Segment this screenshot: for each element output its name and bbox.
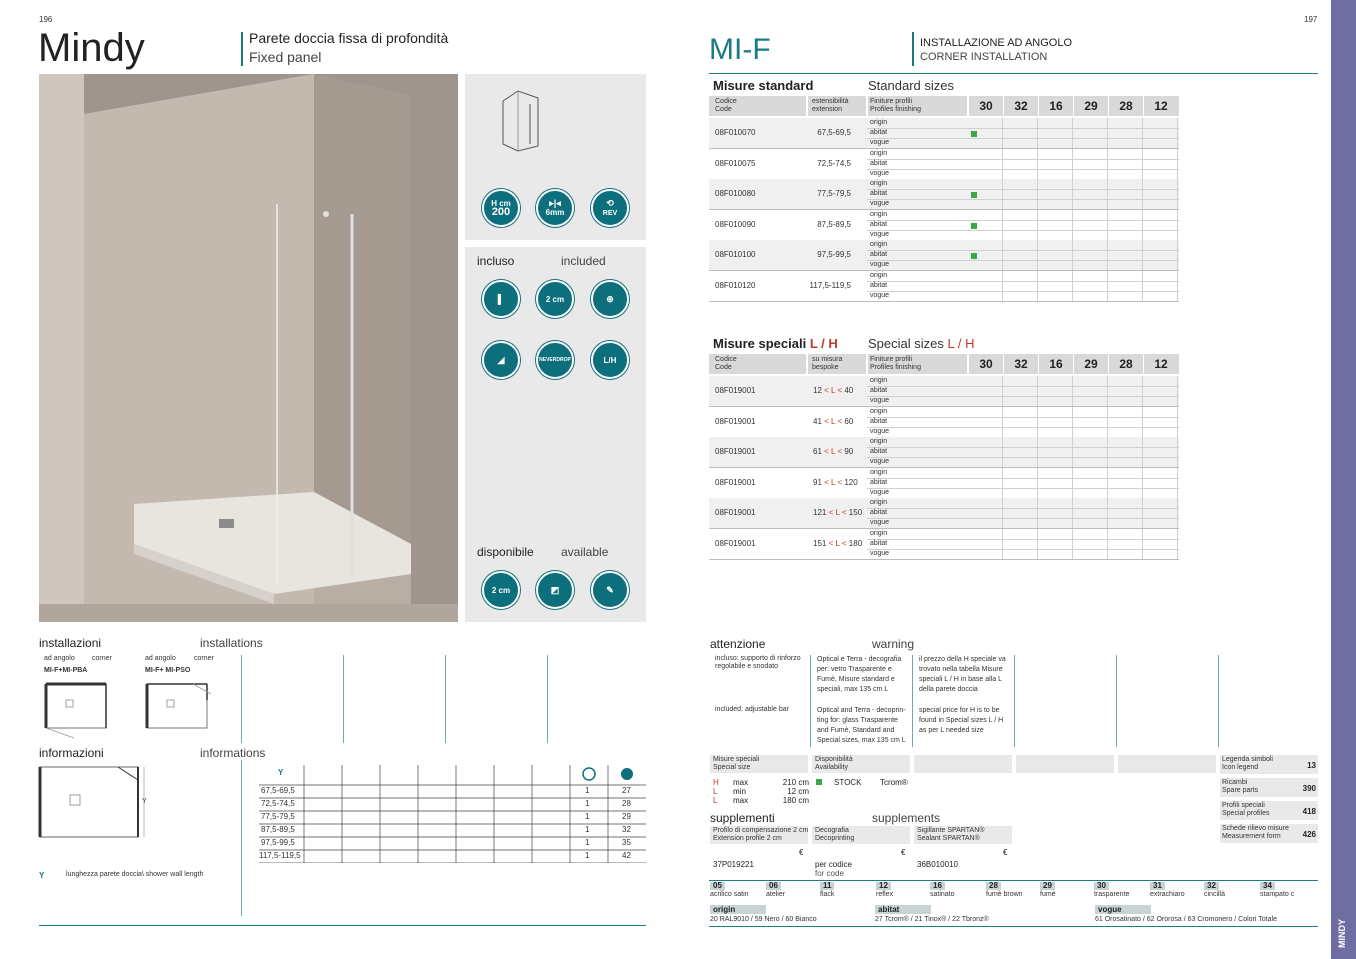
right-page-number: 197: [1304, 15, 1318, 24]
supplement-3-code: 36B010010: [917, 860, 958, 869]
row-finish-label: abitat: [870, 387, 888, 394]
supplements-label-it: supplementi: [710, 811, 775, 825]
glass-type-number: 34: [1260, 882, 1275, 890]
legend-item-en: Special profiles: [1222, 810, 1270, 817]
row-finish-label: abitat: [870, 282, 888, 289]
info-row-a: 1: [585, 812, 590, 821]
legend-item-page: 13: [1307, 761, 1316, 770]
attention-c1-it: incluso: supporto di rinforzo regolabile e snodato: [715, 655, 801, 670]
legend-item-en: Spare parts: [1222, 787, 1259, 794]
glass-type-number: 29: [1040, 882, 1055, 890]
seal-icon: ◢: [482, 341, 520, 379]
subtitle-it: Parete doccia fissa di profondità: [249, 30, 449, 46]
included-label-en: included: [561, 254, 606, 268]
install-2-drawing-icon: [145, 680, 215, 740]
finish-col-header: 28: [1119, 99, 1133, 113]
glass-type-name: reflex: [876, 891, 894, 898]
glass-type-name: flack: [820, 891, 835, 898]
row-finish-label: abitat: [870, 509, 888, 517]
supplement-3-euro: €: [1003, 848, 1008, 857]
info-row-y: 77,5-79,5: [261, 812, 295, 821]
legend-item-it: Ricambi: [1222, 779, 1248, 786]
finish-col-header: 28: [1119, 357, 1133, 371]
glass-type-number: 28: [986, 882, 1001, 890]
glass-type-name: stampato c: [1260, 891, 1295, 898]
row-finish-label: vogue: [870, 169, 890, 177]
page-title: Mindy: [38, 26, 145, 70]
finish-col-header: 30: [979, 99, 993, 113]
finish-col-header: 16: [1049, 99, 1063, 113]
availability-marker: [971, 131, 977, 137]
row-code: 08F010100: [715, 250, 756, 260]
install-1-drawing-icon: [44, 680, 114, 740]
special-title-it: Misure speciali L / H: [713, 336, 838, 351]
glass-type-name: extrachiaro: [1150, 891, 1185, 898]
legend-text: lunghezza parete doccia\ shower wall length: [66, 871, 204, 878]
info-row-a: 1: [585, 851, 590, 860]
extension-profile-available-icon: 2 cm: [482, 571, 520, 609]
row-finish-label: abitat: [870, 478, 888, 486]
row-range: 12 < L < 40: [813, 386, 854, 395]
row-code: 08F019001: [715, 508, 756, 518]
finish-col-header: 30: [979, 357, 993, 371]
finish-group-desc: 61 Orosatinato / 62 Ororosa / 63 Cromonero / Colori Totale: [1095, 916, 1277, 923]
table-row: [709, 529, 1179, 559]
legend-item-page: 418: [1302, 807, 1316, 816]
row-extension: 97,5-99,5: [817, 250, 851, 260]
glass-types-row: [709, 882, 1318, 902]
legend-item[interactable]: [1220, 824, 1318, 843]
spec-rows: H max 210 cm L min 12 cm L max 180 cm: [713, 778, 809, 805]
table-row: [709, 376, 1179, 406]
supplement-1-en: Extension profile 2 cm: [713, 835, 782, 842]
standard-title-it: Misure standard: [713, 78, 814, 93]
finish-group-desc: 20 RAL9010 / 59 Nero / 60 Bianco: [710, 916, 817, 923]
informations-label-it: informazioni: [39, 746, 104, 760]
supplement-2-it: Decografia: [815, 827, 849, 834]
attention-c3-it: il prezzo della H speciale va trovato nella tabella Misure speciali L / H in base alla L della parete doccia: [919, 656, 1006, 693]
glass-type-name: fumè: [1040, 891, 1056, 898]
legend-item[interactable]: [1220, 778, 1318, 797]
finish-col-header: 32: [1014, 99, 1028, 113]
row-finish-label: abitat: [870, 220, 888, 228]
install-1-type-en: corner: [92, 655, 112, 662]
legend-item-en: Measurement form: [1222, 833, 1281, 840]
col-code-it: Codice: [715, 98, 737, 105]
row-finish-label: abitat: [870, 159, 888, 167]
supplement-3-it: Sigillante SPARTAN®: [917, 827, 985, 834]
row-finish-label: vogue: [870, 550, 890, 557]
row-range: 41 < L < 60: [813, 416, 854, 426]
table-row: [709, 468, 1179, 498]
glass-type: [1150, 882, 1204, 900]
supplement-1-it: Profilo di compensazione 2 cm: [713, 827, 809, 834]
row-extension: 77,5-79,5: [817, 189, 851, 199]
col-code-it: Codice: [715, 356, 737, 363]
glass-type: [710, 882, 764, 900]
info-row-a: 1: [585, 838, 590, 847]
finish-groups-row: [709, 905, 1318, 927]
reversible-icon: ⟲ REV: [591, 189, 629, 227]
col-finish-it: Finiture profili: [870, 356, 913, 363]
row-finish-label: origin: [870, 438, 888, 446]
dimension-drawing-icon: [38, 765, 158, 840]
row-finish-label: origin: [870, 499, 888, 507]
row-range: 151 < L < 180: [813, 539, 863, 548]
installations-label-en: installations: [200, 636, 263, 650]
empty-box-1: [914, 755, 1012, 773]
info-row-a: 1: [585, 799, 590, 808]
info-row-y: 67,5-69,5: [261, 786, 295, 795]
adjustable-bar-icon: ⊕: [591, 280, 629, 318]
finish-col-header: 32: [1014, 357, 1028, 371]
available-label-it: disponibile: [477, 545, 534, 559]
info-table-y-header: Y: [278, 768, 284, 777]
table-row: [709, 437, 1179, 467]
row-finish-label: vogue: [870, 292, 890, 299]
glass-type-name: cincillà: [1204, 891, 1226, 898]
info-row-y: 72,5-74,5: [261, 799, 295, 808]
model-title: MI-F: [709, 33, 771, 66]
glass-type: [1204, 882, 1258, 900]
row-finish-label: vogue: [870, 261, 890, 269]
attention-label-en: warning: [872, 637, 915, 651]
row-finish-label: origin: [870, 468, 888, 476]
supplement-2-en: Decoprinting: [815, 835, 855, 842]
info-row-a: 1: [585, 786, 590, 795]
attention-c3-en: special price for H is to be found in Special sizes L / H as per L needed size: [919, 707, 1004, 734]
legend-item-en: Icon legend: [1222, 764, 1259, 771]
row-code: 08F019001: [715, 477, 756, 487]
decoprinting-icon: ◩: [536, 571, 574, 609]
attention-c1-en: included: adjustable bar: [715, 706, 789, 713]
available-label-en: available: [561, 545, 609, 559]
subtitle-en: Fixed panel: [249, 49, 322, 65]
standard-title-en: Standard sizes: [868, 78, 954, 93]
info-row-y: 87,5-89,5: [261, 825, 295, 834]
info-row-b: 28: [622, 799, 631, 808]
table-row: [709, 407, 1179, 437]
row-code: 08F010080: [715, 189, 756, 199]
legend-key: Y: [39, 871, 45, 880]
finish-group: [875, 905, 1090, 925]
row-code: 08F019001: [715, 416, 756, 426]
glass-type: [1094, 882, 1148, 900]
col-finish-it: Finiture profili: [870, 98, 913, 105]
standard-sizes-table: [709, 96, 1179, 306]
info-row-b: 42: [622, 851, 631, 860]
row-finish-label: origin: [870, 241, 888, 249]
row-finish-label: vogue: [870, 397, 890, 404]
install-1-type-it: ad angolo: [44, 655, 75, 662]
icon-legend: [1220, 755, 1318, 847]
row-code: 08F010120: [715, 281, 756, 290]
row-finish-label: vogue: [870, 200, 890, 208]
row-finish-label: vogue: [870, 488, 890, 496]
finish-col-header: 29: [1084, 357, 1098, 371]
info-row-y: 97,5-99,5: [261, 838, 295, 847]
corner-drawing-icon: [493, 86, 553, 156]
glass-type: [1260, 882, 1314, 900]
glass-type-number: 05: [710, 882, 725, 890]
supplement-2-note-it: per codice: [815, 860, 852, 869]
finish-col-header: 29: [1084, 99, 1098, 113]
supplement-2-note-en: for code: [815, 869, 844, 878]
glass-thickness-icon: ▸|◂ 6mm: [536, 189, 574, 227]
finish-col-header: 12: [1154, 357, 1168, 371]
row-finish-label: origin: [870, 377, 888, 384]
row-finish-label: origin: [870, 119, 888, 126]
row-finish-label: abitat: [870, 190, 888, 198]
install-type-it: INSTALLAZIONE AD ANGOLO: [920, 37, 1073, 49]
row-finish-label: origin: [870, 407, 888, 415]
attention-c2-it: Optical e Terra - decografia per: vetro Trasparente e Fumè, Misure standard e speciali, max 135 cm L: [817, 656, 902, 693]
finish-col-header: 12: [1154, 99, 1168, 113]
empty-box-2: [1016, 755, 1114, 773]
row-code: 08F019001: [715, 386, 756, 395]
col-ext-it: estensibilità: [812, 98, 849, 105]
row-range: 61 < L < 90: [813, 447, 854, 457]
glass-type: [820, 882, 874, 900]
supplement-1-euro: €: [799, 848, 804, 857]
height-icon: H cm 200: [482, 189, 520, 227]
row-code: 08F019001: [715, 539, 756, 548]
col-finish-en: Profiles finishing: [870, 364, 921, 371]
row-finish-label: abitat: [870, 251, 888, 259]
title-divider: [241, 32, 243, 66]
availability-marker: [971, 192, 977, 198]
install-2-type-it: ad angolo: [145, 655, 176, 662]
legend-item[interactable]: [1220, 755, 1318, 774]
special-title-en: Special sizes L / H: [868, 336, 975, 351]
legend-item-page: 426: [1302, 830, 1316, 839]
stock-label: STOCK: [834, 778, 862, 787]
install-1-code: MI-F+MI-PBA: [44, 667, 88, 674]
special-sizes-table: [709, 354, 1179, 564]
row-extension: 87,5-89,5: [817, 219, 851, 229]
col-ext-it: su misura: [812, 356, 843, 363]
glass-type-number: 12: [876, 882, 891, 890]
spartan-sealant-icon: ✎: [591, 571, 629, 609]
col-code-en: Code: [715, 106, 732, 113]
informations-label-en: informations: [200, 746, 266, 760]
row-finish-label: origin: [870, 530, 888, 537]
row-code: 08F010075: [715, 158, 756, 168]
wall-profile-icon: ▌: [482, 280, 520, 318]
glass-type-name: acrilico satin: [710, 891, 749, 898]
col-finish-en: Profiles finishing: [870, 106, 921, 113]
glass-type-number: 16: [930, 882, 945, 890]
table-row: [709, 179, 1179, 209]
info-row-b: 29: [622, 812, 631, 821]
table-row: [709, 498, 1179, 528]
glass-type: [766, 882, 820, 900]
row-extension: 117,5-119,5: [809, 281, 851, 290]
special-size-en: Special size: [713, 764, 751, 771]
col-code-en: Code: [715, 364, 732, 371]
supplement-3-en: Sealant SPARTAN®: [917, 835, 980, 842]
glass-type-number: 31: [1150, 882, 1165, 890]
glass-type-number: 11: [820, 882, 834, 890]
row-finish-label: vogue: [870, 230, 890, 238]
glass-type: [876, 882, 930, 900]
attention-label-it: attenzione: [710, 637, 766, 651]
availability-marker: [971, 253, 977, 259]
row-finish-label: origin: [870, 272, 888, 279]
extension-profile-icon: 2 cm: [536, 280, 574, 318]
tcrom-label: Tcrom®: [880, 778, 908, 787]
attention-c2-en: Optical and Terra - decoprin-ting for: glass Trasparente and Fumè, Standard and Special sizes, max 135 cm L: [817, 707, 906, 744]
glass-type-name: trasparente: [1094, 891, 1130, 898]
table-row: [709, 149, 1179, 179]
install-2-code: MI-F+ MI-PSO: [145, 667, 191, 674]
glass-type-number: 06: [766, 882, 781, 890]
row-finish-label: origin: [870, 149, 888, 157]
row-finish-label: vogue: [870, 519, 890, 527]
col-ext-en: extension: [812, 106, 842, 113]
included-label-it: incluso: [477, 254, 515, 268]
neverdrop-icon: NEVERDROP: [536, 341, 574, 379]
info-row-b: 35: [622, 838, 631, 847]
glass-type: [1040, 882, 1094, 900]
row-code: 08F010070: [715, 128, 756, 137]
availability-it: Disponibilità: [815, 756, 853, 763]
row-finish-label: abitat: [870, 129, 888, 136]
legend-item-it: Profili speciali: [1222, 802, 1265, 809]
legend-item-page: 390: [1302, 784, 1316, 793]
install-type-en: CORNER INSTALLATION: [920, 51, 1048, 63]
row-finish-label: abitat: [870, 417, 888, 425]
info-row-b: 32: [622, 825, 631, 834]
glass-type: [986, 882, 1040, 900]
install-2-type-en: corner: [194, 655, 214, 662]
table-row: [709, 210, 1179, 240]
empty-box-3: [1118, 755, 1216, 773]
glass-type-name: satinato: [930, 891, 955, 898]
finish-group-desc: 27 Tcrom® / 21 Tinox® / 22 Tbronz®: [875, 916, 989, 923]
glass-type-number: 30: [1094, 882, 1109, 890]
finish-group-name: vogue: [1095, 905, 1151, 914]
glass-type-name: fumè brown: [986, 891, 1023, 898]
row-code: 08F010090: [715, 219, 756, 229]
info-row-y: 117,5-119,5: [259, 851, 301, 860]
left-page-number: 196: [39, 15, 53, 24]
availability-en: Availability: [815, 764, 848, 771]
finish-group: [1095, 905, 1310, 925]
finish-group-name: abitat: [875, 905, 931, 914]
installations-label-it: installazioni: [39, 636, 102, 650]
product-photo: [39, 74, 458, 622]
side-tab: MINDY: [1331, 0, 1356, 959]
row-finish-label: vogue: [870, 139, 890, 146]
supplements-label-en: supplements: [872, 811, 941, 825]
special-size-icon: L/H: [591, 341, 629, 379]
legend-item-it: Schede rilievo misure: [1222, 825, 1289, 832]
table-row: [709, 118, 1179, 148]
legend-item[interactable]: [1220, 801, 1318, 820]
supplement-1-code: 37P019221: [713, 860, 754, 869]
glass-type: [930, 882, 984, 900]
glass-type-name: atelier: [766, 891, 786, 898]
info-row-b: 27: [622, 786, 631, 795]
model-divider: [912, 32, 914, 66]
row-range: 91 < L < 120: [813, 477, 858, 487]
row-finish-label: vogue: [870, 458, 890, 466]
availability-marker: [971, 223, 977, 229]
row-finish-label: origin: [870, 180, 888, 188]
finish-group-name: origin: [710, 905, 766, 914]
col-ext-en: bespoke: [812, 364, 839, 371]
row-extension: 67,5-69,5: [817, 128, 851, 137]
glass-type-number: 32: [1204, 882, 1219, 890]
row-range: 121 < L < 150: [813, 508, 863, 518]
supplement-2-euro: €: [901, 848, 906, 857]
row-finish-label: abitat: [870, 448, 888, 456]
row-finish-label: abitat: [870, 540, 888, 547]
info-row-a: 1: [585, 825, 590, 834]
stock-indicator: [816, 779, 822, 785]
row-code: 08F019001: [715, 447, 756, 457]
table-row: [709, 240, 1179, 270]
special-size-it: Misure speciali: [713, 756, 760, 763]
row-finish-label: origin: [870, 210, 888, 218]
svg-text:Y: Y: [142, 798, 147, 805]
legend-item-it: Legenda simboli: [1222, 756, 1273, 763]
table-row: [709, 271, 1179, 301]
row-extension: 72,5-74,5: [817, 158, 851, 168]
row-finish-label: vogue: [870, 427, 890, 435]
finish-col-header: 16: [1049, 357, 1063, 371]
